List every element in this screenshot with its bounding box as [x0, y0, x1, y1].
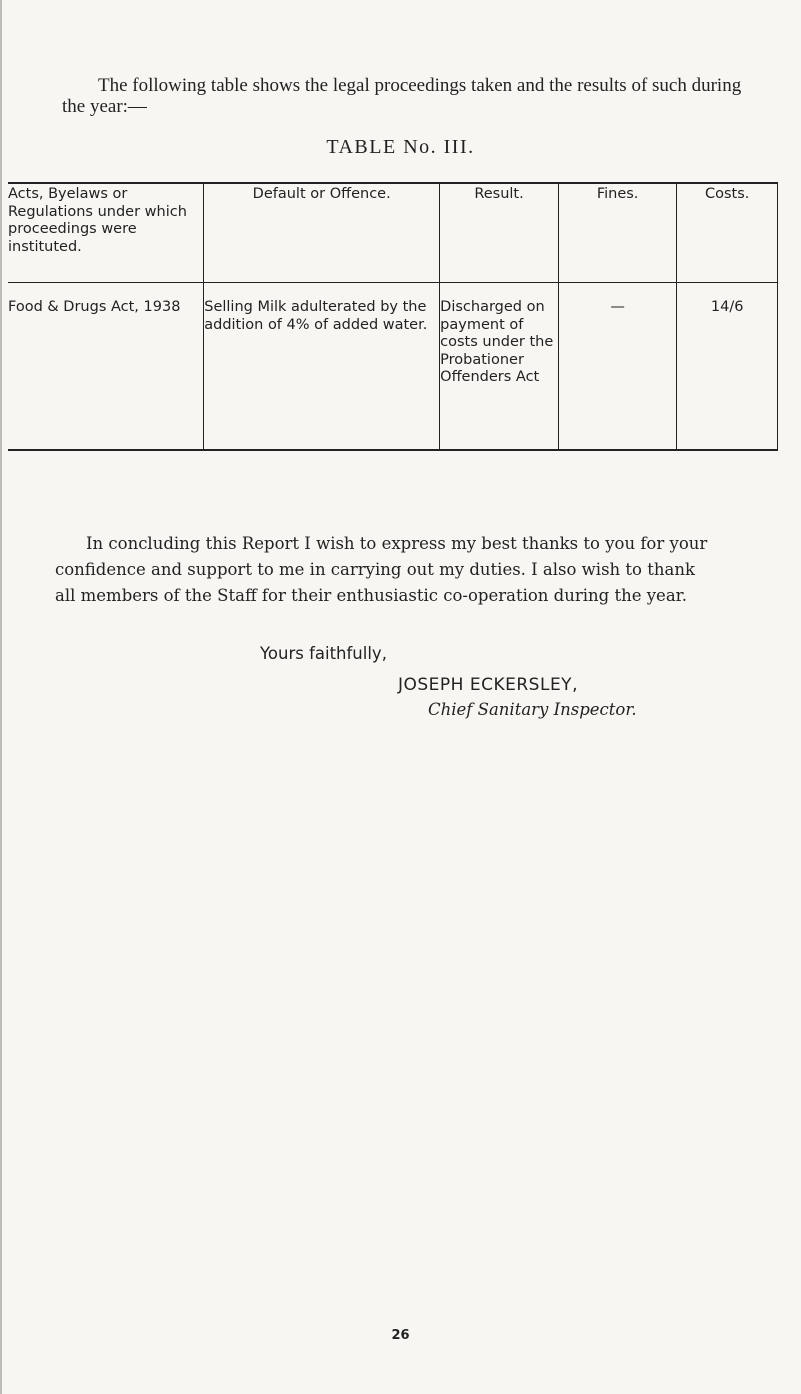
header-offence: Default or Offence.	[204, 183, 440, 283]
cell-act: Food & Drugs Act, 1938	[8, 299, 181, 315]
cell-fines: —	[558, 283, 676, 451]
signature-name: JOSEPH ECKERSLEY,	[398, 675, 578, 695]
page-number: 26	[391, 1328, 410, 1343]
page-edge-rule	[0, 0, 2, 1394]
legal-proceedings-table	[8, 182, 778, 451]
header-costs: Costs.	[677, 183, 778, 283]
cell-result: Discharged on payment of costs under the Probationer Offenders Act	[440, 283, 559, 451]
table-row	[8, 283, 778, 451]
signature-title: Chief Sanitary Inspector.	[428, 700, 637, 719]
intro-paragraph: The following table shows the legal proceedings taken and the results of such during the year:—	[62, 75, 742, 117]
cell-offence: Selling Milk adulterated by the addition of 4% of added water.	[204, 283, 440, 451]
header-result: Result.	[440, 183, 559, 283]
table-header-row	[8, 183, 778, 283]
cell-costs: 14/6	[677, 283, 778, 451]
header-acts: Acts, Byelaws or Regulations under which proceedings were instituted.	[8, 186, 187, 255]
table-title: TABLE No. III.	[326, 136, 475, 158]
closing-paragraph: In concluding this Report I wish to express my best thanks to you for your confidence and support to me in carrying out my duties. I also wish to thank all members of the Staff for their enthusiastic co-operation during the year.	[55, 534, 708, 605]
signoff: Yours faithfully,	[260, 644, 387, 663]
header-fines: Fines.	[558, 183, 676, 283]
